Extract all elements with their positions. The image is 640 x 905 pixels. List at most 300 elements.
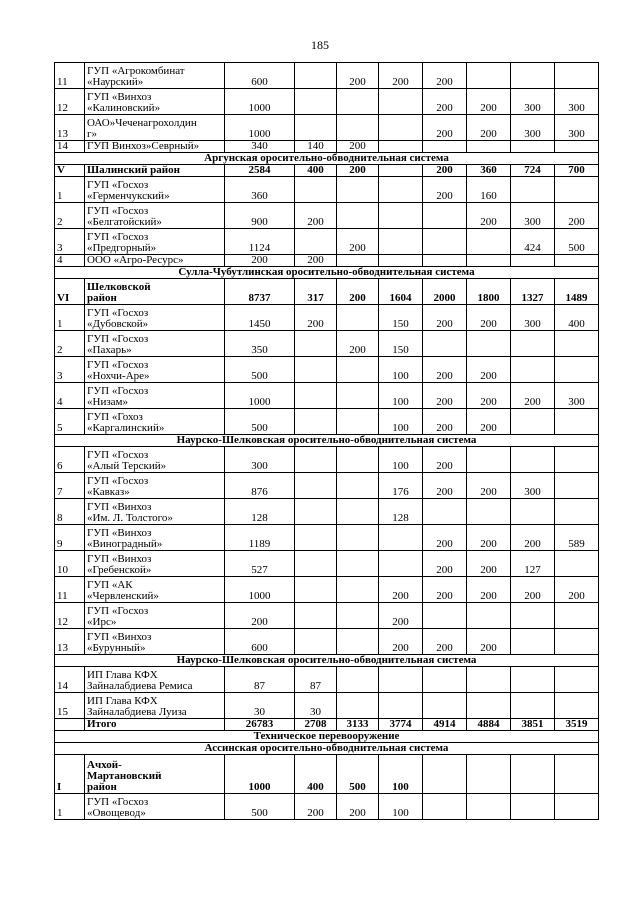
table-row [55, 331, 599, 357]
table-row [55, 409, 599, 435]
value-cell [423, 667, 467, 693]
row-name: Итого [85, 719, 225, 731]
value-cell: 200 [467, 409, 511, 435]
value-cell [511, 755, 555, 794]
value-cell: 200 [337, 165, 379, 177]
row-name: ГУП «АК «Червленский» [85, 577, 225, 603]
value-cell [337, 577, 379, 603]
value-cell [379, 115, 423, 141]
value-cell [295, 629, 337, 655]
row-number: I [55, 755, 85, 794]
value-cell: 1000 [225, 89, 295, 115]
row-number: 9 [55, 525, 85, 551]
value-cell: 300 [511, 203, 555, 229]
row-name: ГУП «Винхоз «Гребенской» [85, 551, 225, 577]
value-cell: 3851 [511, 719, 555, 731]
value-cell: 400 [295, 165, 337, 177]
row-name: ГУП «Госхоз «Ирс» [85, 603, 225, 629]
value-cell [555, 331, 599, 357]
value-cell: 200 [467, 473, 511, 499]
value-cell: 4884 [467, 719, 511, 731]
table-row [55, 693, 599, 719]
table-row [55, 719, 599, 731]
row-number: 14 [55, 141, 85, 153]
table-row [55, 383, 599, 409]
value-cell [337, 89, 379, 115]
value-cell [555, 794, 599, 820]
table-body [55, 63, 599, 820]
value-cell [337, 667, 379, 693]
value-cell [423, 331, 467, 357]
row-number: 12 [55, 603, 85, 629]
value-cell: 3519 [555, 719, 599, 731]
value-cell: 140 [295, 141, 337, 153]
section-heading-row [55, 267, 599, 279]
value-cell: 200 [379, 629, 423, 655]
table-row [55, 629, 599, 655]
table-row [55, 357, 599, 383]
table-row [55, 279, 599, 305]
value-cell [467, 755, 511, 794]
row-name: ГУП Винхоз»Севрный» [85, 141, 225, 153]
value-cell [337, 447, 379, 473]
value-cell [337, 255, 379, 267]
value-cell [555, 499, 599, 525]
value-cell: 200 [423, 447, 467, 473]
row-number: 1 [55, 305, 85, 331]
value-cell [511, 794, 555, 820]
value-cell: 200 [555, 203, 599, 229]
value-cell: 527 [225, 551, 295, 577]
table-row [55, 794, 599, 820]
table-row [55, 255, 599, 267]
value-cell: 176 [379, 473, 423, 499]
row-name: Ачхой- Мартановский район [85, 755, 225, 794]
value-cell [467, 499, 511, 525]
row-name: ГУП «Госхоз «Кавказ» [85, 473, 225, 499]
value-cell [295, 383, 337, 409]
section-heading: Техническое перевооружение [55, 731, 599, 743]
value-cell: 400 [295, 755, 337, 794]
value-cell: 200 [337, 331, 379, 357]
value-cell: 200 [555, 577, 599, 603]
value-cell: 724 [511, 165, 555, 177]
value-cell [337, 603, 379, 629]
row-number: 2 [55, 331, 85, 357]
value-cell [467, 141, 511, 153]
value-cell [467, 229, 511, 255]
value-cell [337, 409, 379, 435]
value-cell: 300 [511, 473, 555, 499]
value-cell: 200 [467, 525, 511, 551]
value-cell: 589 [555, 525, 599, 551]
value-cell: 4914 [423, 719, 467, 731]
value-cell [511, 141, 555, 153]
value-cell [423, 141, 467, 153]
value-cell [337, 115, 379, 141]
value-cell [379, 203, 423, 229]
row-name: Шелковской район [85, 279, 225, 305]
value-cell: 200 [467, 629, 511, 655]
table-row [55, 305, 599, 331]
value-cell: 100 [379, 794, 423, 820]
value-cell: 350 [225, 331, 295, 357]
value-cell: 160 [467, 177, 511, 203]
value-cell [337, 305, 379, 331]
value-cell: 1000 [225, 383, 295, 409]
value-cell [423, 693, 467, 719]
value-cell: 300 [555, 383, 599, 409]
value-cell [423, 794, 467, 820]
section-heading: Сулла-Чубутлинская оросительно-обводнительная система [55, 267, 599, 279]
section-heading: Ассинская оросительно-обводнительная система [55, 743, 599, 755]
value-cell: 100 [379, 357, 423, 383]
row-number: 14 [55, 667, 85, 693]
value-cell: 3133 [337, 719, 379, 731]
value-cell [423, 203, 467, 229]
value-cell: 200 [423, 89, 467, 115]
value-cell: 200 [467, 551, 511, 577]
value-cell [295, 357, 337, 383]
value-cell [337, 383, 379, 409]
value-cell [511, 499, 555, 525]
row-name: ООО «Агро-Ресурс» [85, 255, 225, 267]
value-cell: 200 [511, 525, 555, 551]
value-cell: 200 [423, 409, 467, 435]
value-cell: 1450 [225, 305, 295, 331]
value-cell: 200 [295, 794, 337, 820]
value-cell [295, 177, 337, 203]
value-cell: 1489 [555, 279, 599, 305]
value-cell: 200 [225, 603, 295, 629]
value-cell: 500 [225, 357, 295, 383]
value-cell: 600 [225, 63, 295, 89]
table-row [55, 525, 599, 551]
row-number: 4 [55, 383, 85, 409]
value-cell [511, 331, 555, 357]
value-cell: 200 [467, 383, 511, 409]
row-name: ГУП «Госхоз «Герменчукский» [85, 177, 225, 203]
section-heading-row [55, 153, 599, 165]
value-cell [295, 89, 337, 115]
row-name: ГУП «Госхоз «Овощевод» [85, 794, 225, 820]
value-cell: 100 [379, 409, 423, 435]
table-row [55, 115, 599, 141]
row-name: ГУП «Госхоз «Белгатойский» [85, 203, 225, 229]
value-cell [295, 229, 337, 255]
value-cell: 200 [423, 629, 467, 655]
value-cell [337, 357, 379, 383]
value-cell [423, 755, 467, 794]
value-cell: 600 [225, 629, 295, 655]
value-cell [467, 331, 511, 357]
value-cell: 200 [467, 577, 511, 603]
value-cell: 1000 [225, 577, 295, 603]
value-cell [511, 667, 555, 693]
table-row [55, 499, 599, 525]
value-cell [337, 177, 379, 203]
row-number: 11 [55, 63, 85, 89]
value-cell [379, 525, 423, 551]
value-cell: 30 [225, 693, 295, 719]
value-cell: 127 [511, 551, 555, 577]
value-cell [379, 177, 423, 203]
table-row [55, 177, 599, 203]
row-name: ГУП «Винхоз «Калиновский» [85, 89, 225, 115]
row-name: ГУП «Агрокомбинат «Наурский» [85, 63, 225, 89]
value-cell [295, 525, 337, 551]
value-cell: 1189 [225, 525, 295, 551]
value-cell: 400 [555, 305, 599, 331]
row-number: VI [55, 279, 85, 305]
value-cell [295, 447, 337, 473]
value-cell: 100 [379, 447, 423, 473]
page-number: 185 [311, 38, 329, 52]
value-cell: 700 [555, 165, 599, 177]
table-row [55, 203, 599, 229]
table-row [55, 755, 599, 794]
row-number: 2 [55, 203, 85, 229]
value-cell: 1604 [379, 279, 423, 305]
value-cell [423, 255, 467, 267]
value-cell [555, 629, 599, 655]
value-cell: 360 [225, 177, 295, 203]
value-cell [555, 473, 599, 499]
value-cell: 876 [225, 473, 295, 499]
value-cell: 87 [295, 667, 337, 693]
value-cell [511, 63, 555, 89]
value-cell: 150 [379, 305, 423, 331]
value-cell: 500 [337, 755, 379, 794]
value-cell: 8737 [225, 279, 295, 305]
value-cell: 340 [225, 141, 295, 153]
value-cell [511, 255, 555, 267]
value-cell [555, 551, 599, 577]
row-number: 13 [55, 629, 85, 655]
section-heading: Наурско-Шелковская оросительно-обводнительная система [55, 655, 599, 667]
value-cell [511, 447, 555, 473]
row-number: 3 [55, 357, 85, 383]
value-cell: 200 [337, 279, 379, 305]
value-cell [337, 629, 379, 655]
section-heading: Аргунская оросительно-обводнительная система [55, 153, 599, 165]
value-cell: 2584 [225, 165, 295, 177]
value-cell [295, 331, 337, 357]
value-cell [555, 141, 599, 153]
row-number: 4 [55, 255, 85, 267]
row-number: 13 [55, 115, 85, 141]
value-cell [379, 165, 423, 177]
value-cell [295, 473, 337, 499]
value-cell [467, 447, 511, 473]
value-cell: 30 [295, 693, 337, 719]
value-cell [467, 794, 511, 820]
section-heading-row [55, 435, 599, 447]
value-cell: 300 [511, 115, 555, 141]
value-cell: 26783 [225, 719, 295, 731]
value-cell: 200 [423, 305, 467, 331]
data-table [54, 62, 599, 820]
table-row [55, 141, 599, 153]
row-name: ГУП «Госхоз «Предгорный» [85, 229, 225, 255]
value-cell: 200 [295, 305, 337, 331]
value-cell: 424 [511, 229, 555, 255]
value-cell: 200 [423, 165, 467, 177]
value-cell [555, 409, 599, 435]
value-cell [555, 447, 599, 473]
row-number: 3 [55, 229, 85, 255]
value-cell [511, 357, 555, 383]
table-row [55, 229, 599, 255]
value-cell [337, 693, 379, 719]
value-cell: 200 [467, 357, 511, 383]
value-cell: 200 [423, 525, 467, 551]
value-cell: 2000 [423, 279, 467, 305]
value-cell: 3774 [379, 719, 423, 731]
value-cell [295, 551, 337, 577]
value-cell [467, 693, 511, 719]
value-cell: 200 [423, 115, 467, 141]
row-name: ГУП «Винхоз «Виноградный» [85, 525, 225, 551]
value-cell: 200 [511, 383, 555, 409]
value-cell: 300 [511, 89, 555, 115]
section-heading-row [55, 655, 599, 667]
value-cell [295, 115, 337, 141]
value-cell: 200 [423, 551, 467, 577]
value-cell: 200 [423, 177, 467, 203]
value-cell: 100 [379, 755, 423, 794]
value-cell [337, 473, 379, 499]
row-number: 10 [55, 551, 85, 577]
value-cell: 200 [295, 255, 337, 267]
value-cell [555, 177, 599, 203]
value-cell [379, 551, 423, 577]
value-cell: 200 [423, 577, 467, 603]
row-name: ОАО»Чеченагрохолдин г» [85, 115, 225, 141]
value-cell: 87 [225, 667, 295, 693]
row-number: 15 [55, 693, 85, 719]
value-cell [555, 693, 599, 719]
section-heading: Наурско-Шелковская оросительно-обводнительная система [55, 435, 599, 447]
value-cell: 200 [379, 603, 423, 629]
value-cell [555, 357, 599, 383]
value-cell [467, 63, 511, 89]
value-cell: 200 [379, 63, 423, 89]
value-cell [337, 525, 379, 551]
row-number: 8 [55, 499, 85, 525]
value-cell: 200 [467, 89, 511, 115]
value-cell [555, 667, 599, 693]
row-number: 6 [55, 447, 85, 473]
row-name: ГУП «Гохоз «Каргалинский» [85, 409, 225, 435]
row-name: ГУП «Госхоз «Дубовской» [85, 305, 225, 331]
value-cell [295, 409, 337, 435]
value-cell [295, 603, 337, 629]
value-cell: 200 [467, 115, 511, 141]
value-cell: 1800 [467, 279, 511, 305]
row-number: 1 [55, 794, 85, 820]
row-name: ИП Глава КФХ Зайналабдиева Ремиса [85, 667, 225, 693]
value-cell: 200 [337, 141, 379, 153]
row-name: ГУП «Госхоз «Алый Терский» [85, 447, 225, 473]
value-cell [423, 229, 467, 255]
table-row [55, 603, 599, 629]
value-cell: 1327 [511, 279, 555, 305]
value-cell: 500 [225, 409, 295, 435]
value-cell [379, 89, 423, 115]
row-name: ГУП «Винхоз «Бурунный» [85, 629, 225, 655]
row-name: ГУП «Госхоз «Нохчи-Аре» [85, 357, 225, 383]
value-cell [423, 499, 467, 525]
value-cell: 2708 [295, 719, 337, 731]
row-number: V [55, 165, 85, 177]
value-cell: 200 [423, 383, 467, 409]
value-cell: 300 [555, 89, 599, 115]
row-number: 12 [55, 89, 85, 115]
value-cell: 200 [225, 255, 295, 267]
value-cell [467, 667, 511, 693]
row-number: 1 [55, 177, 85, 203]
table-row [55, 89, 599, 115]
value-cell [379, 229, 423, 255]
value-cell [555, 63, 599, 89]
row-name: ГУП «Госхоз «Пахарь» [85, 331, 225, 357]
value-cell: 1000 [225, 755, 295, 794]
value-cell [379, 141, 423, 153]
value-cell [423, 603, 467, 629]
table-row [55, 551, 599, 577]
value-cell [337, 551, 379, 577]
value-cell [337, 203, 379, 229]
value-cell: 200 [423, 63, 467, 89]
row-number: 7 [55, 473, 85, 499]
value-cell: 150 [379, 331, 423, 357]
value-cell [467, 255, 511, 267]
value-cell: 300 [511, 305, 555, 331]
value-cell: 900 [225, 203, 295, 229]
value-cell: 300 [225, 447, 295, 473]
value-cell [511, 693, 555, 719]
value-cell [467, 603, 511, 629]
value-cell: 128 [225, 499, 295, 525]
table-row [55, 577, 599, 603]
table-row [55, 473, 599, 499]
value-cell [295, 499, 337, 525]
table-row [55, 447, 599, 473]
row-name: ГУП «Винхоз «Им. Л. Толстого» [85, 499, 225, 525]
value-cell [511, 629, 555, 655]
row-number [55, 719, 85, 731]
row-number: 11 [55, 577, 85, 603]
section-heading-row [55, 743, 599, 755]
table-row [55, 63, 599, 89]
value-cell [379, 693, 423, 719]
value-cell: 500 [555, 229, 599, 255]
value-cell [511, 177, 555, 203]
value-cell: 300 [555, 115, 599, 141]
value-cell: 200 [467, 305, 511, 331]
value-cell [379, 255, 423, 267]
value-cell [337, 499, 379, 525]
value-cell: 128 [379, 499, 423, 525]
row-number: 5 [55, 409, 85, 435]
value-cell: 200 [295, 203, 337, 229]
value-cell: 200 [379, 577, 423, 603]
value-cell [511, 603, 555, 629]
value-cell: 200 [337, 63, 379, 89]
value-cell: 200 [423, 473, 467, 499]
value-cell: 200 [337, 794, 379, 820]
